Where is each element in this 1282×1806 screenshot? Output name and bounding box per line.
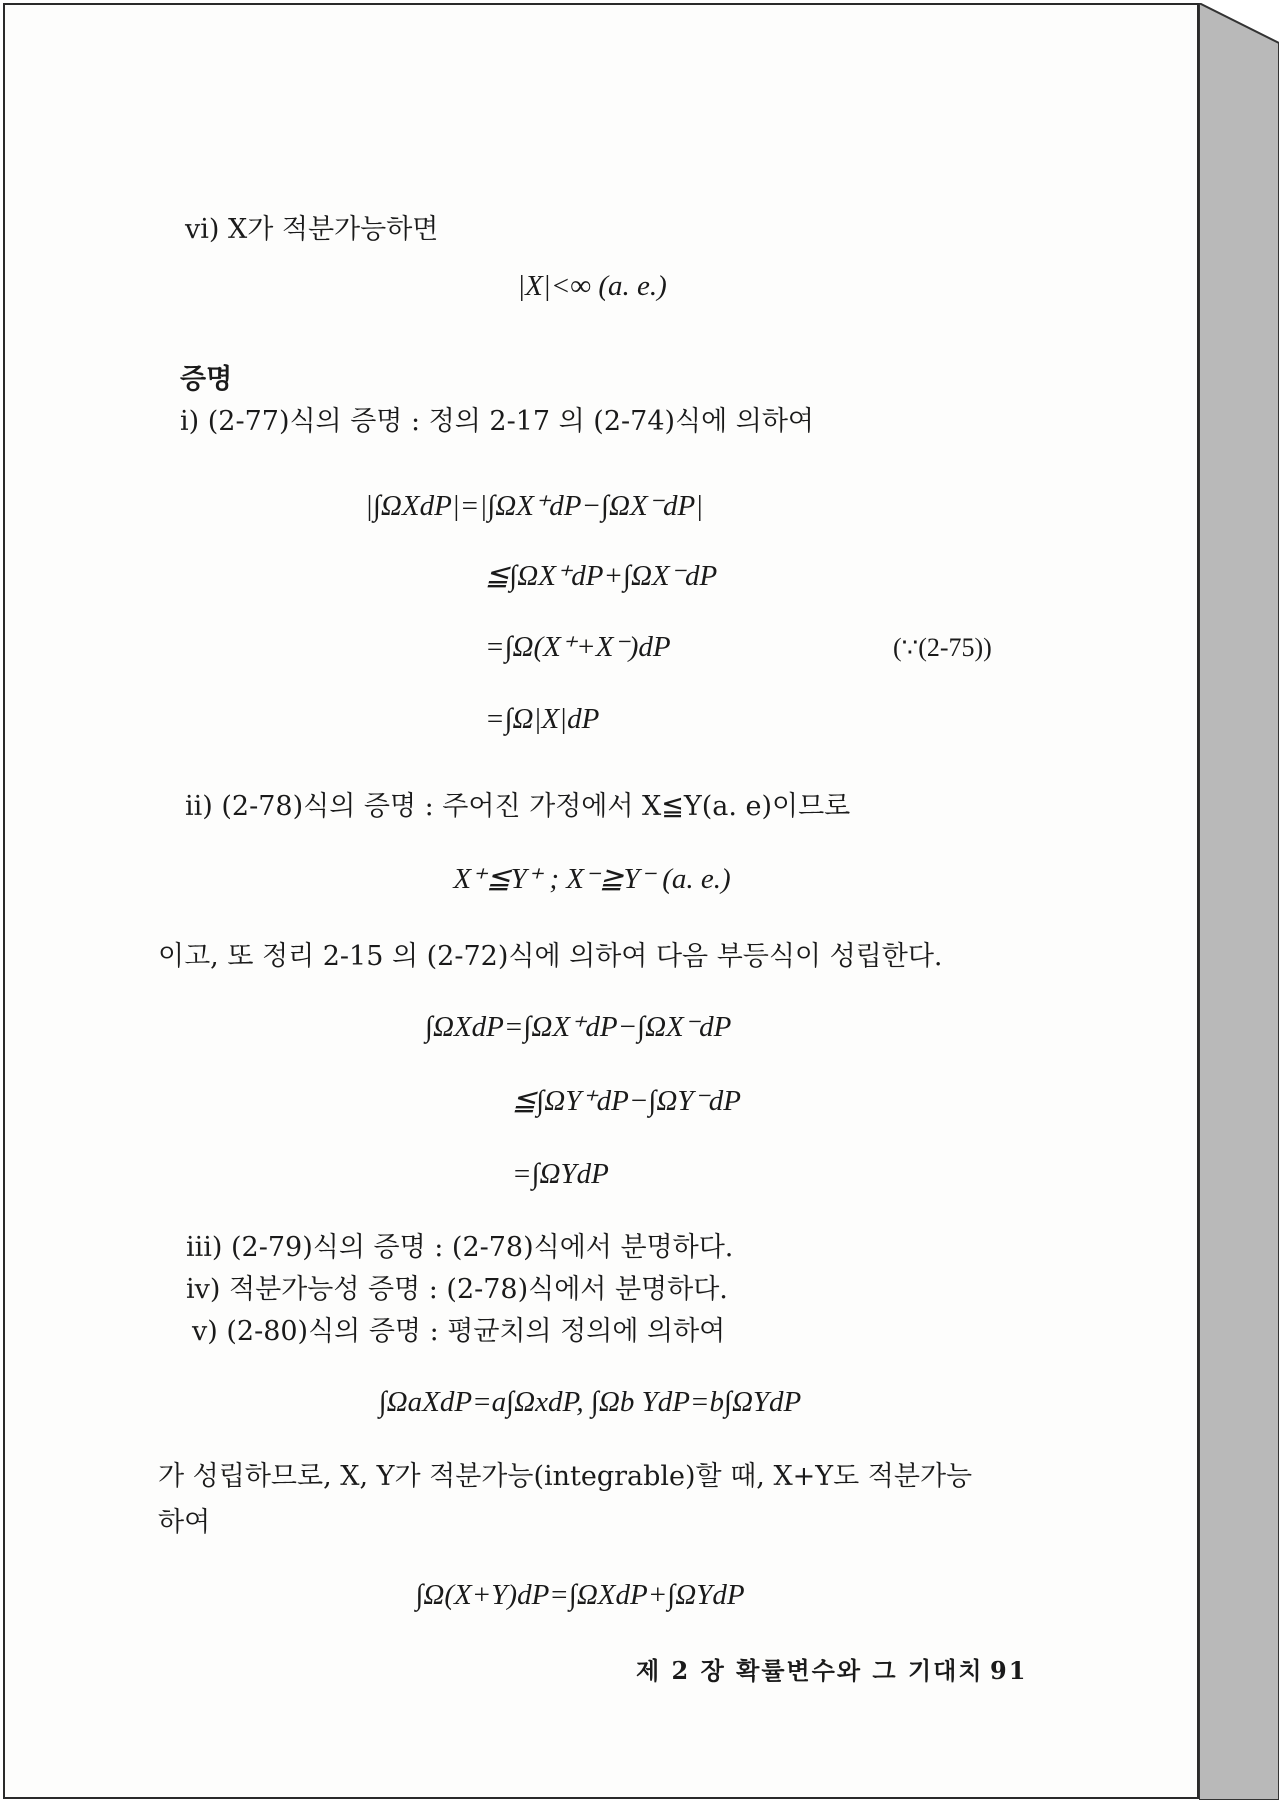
proof-heading: 증명 [180, 364, 233, 395]
proof-v-continuation-2: 하여 [158, 1507, 211, 1538]
proof-iii-text: iii) (2-79)식의 증명 : (2-78)식에서 분명하다. [186, 1232, 734, 1263]
vi-statement: vi) X가 적분가능하면 [185, 214, 439, 245]
eq-v: ∫ΩaXdP=a∫ΩxdP, ∫Ωb YdP=b∫ΩYdP [378, 1386, 802, 1418]
vi-formula: |X|<∞ (a. e.) [517, 270, 667, 302]
book-edge [1199, 3, 1279, 1800]
proof-i-text: i) (2-77)식의 증명 : 정의 2-17 의 (2-74)식에 의하여 [180, 406, 815, 437]
eq-ii-line-2: ≦∫ΩY⁺dP−∫ΩY⁻dP [512, 1085, 741, 1117]
eq-ii-line-3: =∫ΩYdP [512, 1158, 609, 1190]
eq-i-line-2: ≦∫ΩX⁺dP+∫ΩX⁻dP [485, 560, 718, 592]
proof-ii-continuation: 이고, 또 정리 2-15 의 (2-72)식에 의하여 다음 부등식이 성립한다. [158, 941, 943, 972]
proof-v-continuation-1: 가 성립하므로, X, Y가 적분가능(integrable)할 때, X+Y도 적분가능 [158, 1461, 973, 1492]
page-number: 91 [990, 1656, 1028, 1685]
proof-ii-text: ii) (2-78)식의 증명 : 주어진 가정에서 X≦Y(a. e)이므로 [185, 791, 851, 822]
eq-v2: ∫Ω(X+Y)dP=∫ΩXdP+∫ΩYdP [415, 1579, 745, 1611]
eq-ii-line-1: ∫ΩXdP=∫ΩX⁺dP−∫ΩX⁻dP [425, 1011, 732, 1043]
eq-i-line-1: |∫ΩXdP|=|∫ΩX⁺dP−∫ΩX⁻dP| [365, 490, 704, 522]
eq-i-line-3: =∫Ω(X⁺+X⁻)dP [485, 631, 671, 663]
eq-ii-premise: X⁺≦Y⁺ ; X⁻≧Y⁻ (a. e.) [453, 863, 731, 895]
eq-i-line-4: =∫Ω|X|dP [485, 703, 600, 735]
proof-iv-text: iv) 적분가능성 증명 : (2-78)식에서 분명하다. [186, 1274, 728, 1305]
proof-v-text: v) (2-80)식의 증명 : 평균치의 정의에 의하여 [192, 1316, 726, 1347]
chapter-footer: 제 2 장 확률변수와 그 기대치 [636, 1656, 984, 1685]
eq-i-reference: (∵(2-75)) [893, 633, 992, 662]
